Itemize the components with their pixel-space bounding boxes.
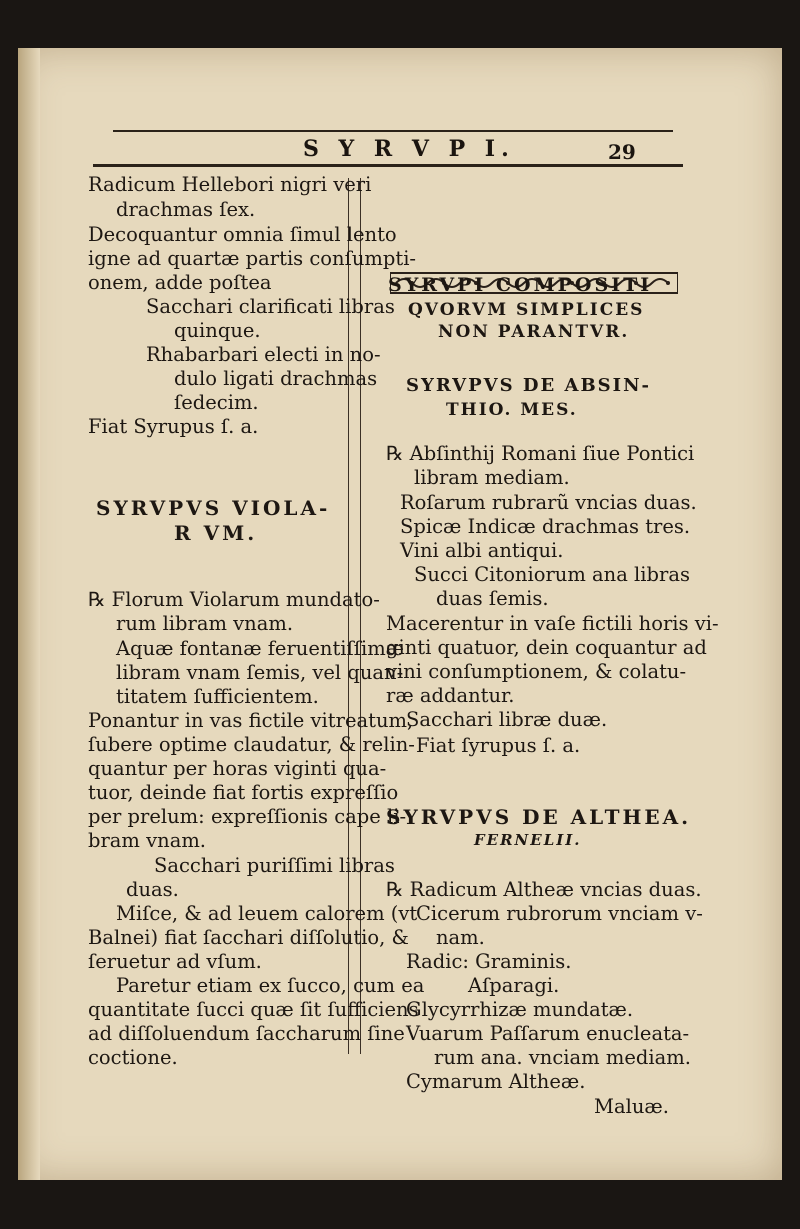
text-line: ræ addantur. xyxy=(386,684,515,707)
text-line: Paretur etiam ex ſucco, cum ea xyxy=(116,974,425,997)
running-head: S Y R V P I. xyxy=(303,136,515,162)
text-line: Sacchari puriſſimi libras xyxy=(154,854,395,877)
text-line: Cicerum rubrorum vnciam v- xyxy=(416,902,703,925)
text-line: Decoquantur omnia ſimul lento xyxy=(88,223,397,246)
text-line: Sacchari libræ duæ. xyxy=(406,708,608,731)
text-line: Ponantur in vas fictile vitreatum, xyxy=(88,709,414,732)
section-heading: THIO. MES. xyxy=(446,400,578,420)
text-line: ad diſſoluendum ſaccharum ſine xyxy=(88,1022,405,1045)
section-heading: QVORVM SIMPLICES xyxy=(408,300,645,320)
section-heading: SYRVPI COMPOSITI xyxy=(388,274,653,296)
text-line: Balnei) fiat ſacchari diſſolutio, & xyxy=(88,926,409,949)
text-line: Radic: Graminis. xyxy=(406,950,572,973)
text-line: Vuarum Paſſarum enucleata- xyxy=(406,1022,690,1045)
text-line: Aſparagi. xyxy=(468,974,560,997)
catchword: Maluæ. xyxy=(594,1095,669,1118)
text-line: titatem ſufficientem. xyxy=(116,685,319,708)
text-line: ſubere optime claudatur, & relin- xyxy=(88,733,415,756)
text-line: dulo ligati drachmas xyxy=(174,367,378,390)
text-line: duas ſemis. xyxy=(436,587,549,610)
section-heading: SYRVPVS VIOLA- xyxy=(96,496,331,520)
text-line: Vini albi antiqui. xyxy=(400,539,564,562)
text-line: Succi Citoniorum ana libras xyxy=(414,563,690,586)
section-heading: SYRVPVS DE ABSIN- xyxy=(406,375,652,396)
text-line: rum libram vnam. xyxy=(116,612,294,635)
text-line: tuor, deinde fiat fortis expreſſio xyxy=(88,781,399,804)
page-number: 29 xyxy=(608,140,636,164)
text-line: ℞ Abſinthij Romani ſiue Pontici xyxy=(386,442,695,465)
text-line: Aquæ fontanæ feruentiſſimæ xyxy=(116,637,405,660)
text-line: per prelum: expreſſionis cape li- xyxy=(88,805,407,828)
text-line: Fiat ſyrupus ſ. a. xyxy=(416,734,581,757)
text-line: quantur per horas viginti qua- xyxy=(88,757,387,780)
text-line: Spicæ Indicæ drachmas tres. xyxy=(400,515,691,538)
section-heading: R VM. xyxy=(174,521,258,545)
text-line: quantitate ſucci quæ ſit ſufficiens xyxy=(88,998,419,1021)
text-line: quinque. xyxy=(174,319,261,342)
text-line: Radicum Hellebori nigri veri xyxy=(88,173,372,196)
text-line: rum ana. vnciam mediam. xyxy=(434,1046,691,1069)
text-line: Rhabarbari electi in no- xyxy=(146,343,381,366)
text-line: ſedecim. xyxy=(174,391,259,414)
text-line: Miſce, & ad leuem calorem (vt xyxy=(116,902,418,925)
text-line: vini conſumptionem, & colatu- xyxy=(386,660,687,683)
text-line: Fiat Syrupus ſ. a. xyxy=(88,415,259,438)
text-line: onem, adde poſtea xyxy=(88,271,272,294)
text-line: libram mediam. xyxy=(414,466,570,489)
text-line: bram vnam. xyxy=(88,829,207,852)
right-column xyxy=(361,48,782,1180)
book-page xyxy=(18,48,782,1180)
text-line: Cymarum Altheæ. xyxy=(406,1070,586,1093)
section-heading: NON PARANTVR. xyxy=(438,322,630,342)
text-line: duas. xyxy=(126,878,179,901)
text-line: ℞ Radicum Altheæ vncias duas. xyxy=(386,878,702,901)
text-line: Roſarum rubrarũ vncias duas. xyxy=(400,491,697,514)
text-line: Sacchari clarificati libras xyxy=(146,295,395,318)
text-line: ſeruetur ad vſum. xyxy=(88,950,262,973)
text-line: igne ad quartæ partis conſumpti- xyxy=(88,247,417,270)
text-line: coctione. xyxy=(88,1046,178,1069)
text-line: drachmas ſex. xyxy=(116,198,256,221)
section-heading: SYRVPVS DE ALTHEA. xyxy=(386,805,692,829)
text-line: ginti quatuor, dein coquantur ad xyxy=(386,636,707,659)
text-line: Glycyrrhizæ mundatæ. xyxy=(406,998,634,1021)
text-line: ℞ Florum Violarum mundato- xyxy=(88,588,380,611)
section-heading: FERNELII. xyxy=(474,831,582,849)
text-line: libram vnam ſemis, vel quan- xyxy=(116,661,404,684)
text-line: nam. xyxy=(436,926,485,949)
text-line: Macerentur in vaſe fictili horis vi- xyxy=(386,612,719,635)
